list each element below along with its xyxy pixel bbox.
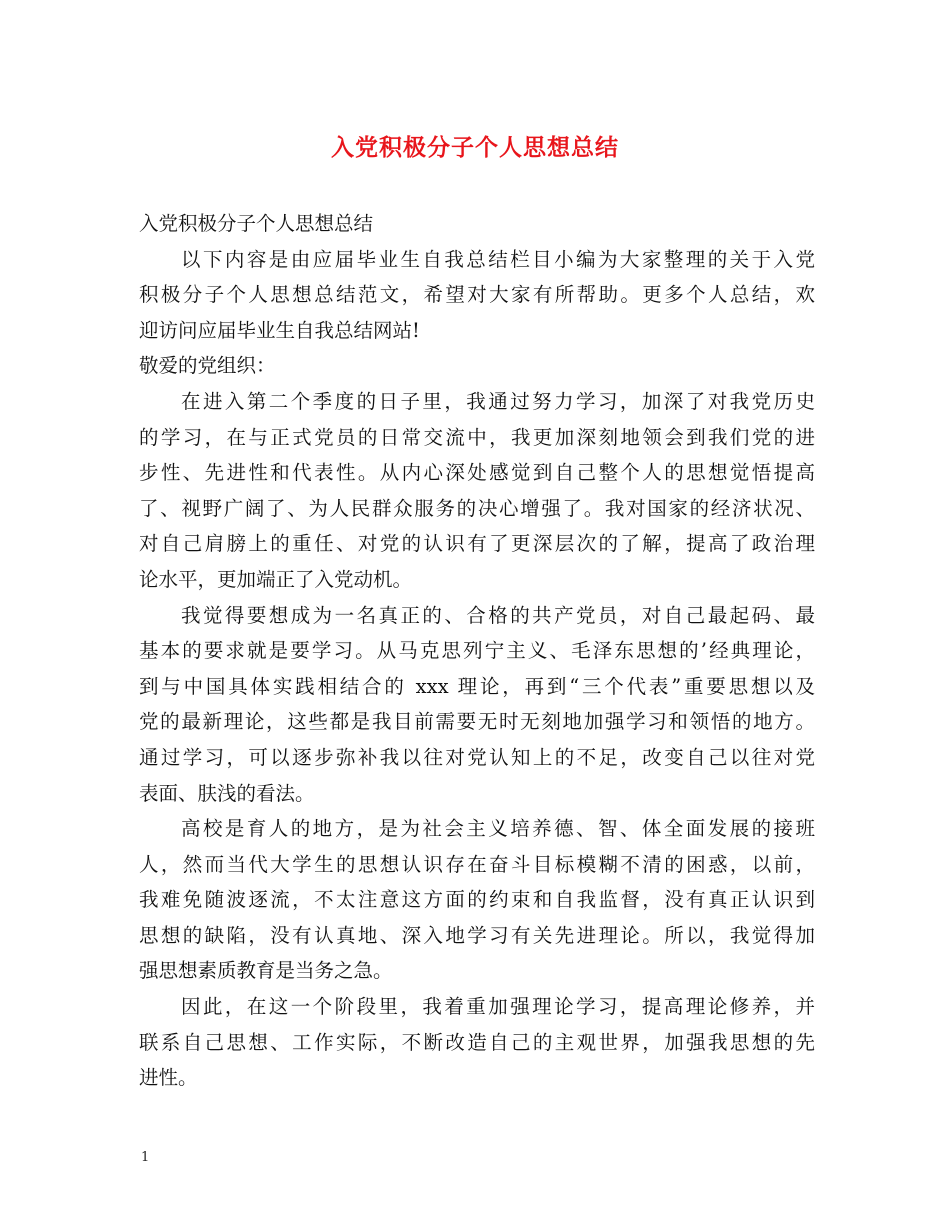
paragraph-line: 人，然而当代大学生的思想认识存在奋斗目标模糊不清的困惑，以前， <box>139 852 815 876</box>
body-paragraph-2 <box>139 598 815 812</box>
paragraph-line: 步性、先进性和代表性。从内心深处感觉到自己整个人的思想觉悟提高 <box>139 461 815 485</box>
paragraph-line: 因此，在这一个阶段里，我着重加强理论学习，提高理论修养，并 <box>181 995 815 1019</box>
paragraph-line: 积极分子个人思想总结范文，希望对大家有所帮助。更多个人总结，欢 <box>139 283 815 307</box>
paragraph-line: 对自己肩膀上的重任、对党的认识有了更深层次的了解，提高了政治理 <box>139 532 815 556</box>
paragraph-line: 我难免随波逐流，不太注意这方面的约束和自我监督，没有真正认识到 <box>139 888 815 912</box>
paragraph-line: 进性。 <box>139 1066 198 1090</box>
paragraph-line: 在进入第二个季度的日子里，我通过努力学习，加深了对我党历史 <box>181 389 815 413</box>
paragraph-line: 强思想素质教育是当务之急。 <box>139 959 393 983</box>
paragraph-line: 以下内容是由应届毕业生自我总结栏目小编为大家整理的关于入党 <box>181 247 815 271</box>
body-paragraph-4 <box>139 989 815 1096</box>
page-number: 1 <box>141 1150 150 1165</box>
paragraph-line: 党的最新理论，这些都是我目前需要无时无刻地加强学习和领悟的地方。 <box>139 710 815 734</box>
paragraph-line: 论水平，更加端正了入党动机。 <box>139 567 413 591</box>
document-body <box>139 206 815 1096</box>
paragraph-line: 通过学习，可以逐步弥补我以往对党认知上的不足，改变自己以往对党 <box>139 745 815 769</box>
paragraph-line: 到与中国具体实践相结合的 xxx 理论，再到“三个代表”重要思想以及 <box>139 674 815 698</box>
salutation: 敬爱的党组织： <box>139 354 276 378</box>
paragraph-line: 的学习，在与正式党员的日常交流中，我更加深刻地领会到我们党的进 <box>139 425 815 449</box>
document-title: 入党积极分子个人思想总结 <box>331 134 619 161</box>
paragraph-line: 高校是育人的地方，是为社会主义培养德、智、体全面发展的接班 <box>181 817 815 841</box>
paragraph-line: 联系自己思想、工作实际，不断改造自己的主观世界，加强我思想的先 <box>139 1030 815 1054</box>
paragraph-line: 了、视野广阔了、为人民群众服务的决心增强了。我对国家的经济状况、 <box>139 496 815 520</box>
paragraph-line: 我觉得要想成为一名真正的、合格的共产党员，对自己最起码、最 <box>181 603 815 627</box>
body-paragraph-1 <box>139 384 815 598</box>
paragraph-line: 思想的缺陷，没有认真地、深入地学习有关先进理论。所以，我觉得加 <box>139 923 815 947</box>
document-subtitle: 入党积极分子个人思想总结 <box>139 212 374 235</box>
body-paragraph-3 <box>139 811 815 989</box>
paragraph-line: 基本的要求就是要学习。从马克思列宁主义、毛泽东思想的’经典理论， <box>139 639 815 663</box>
paragraph-line: 迎访问应届毕业生自我总结网站! <box>139 318 420 342</box>
intro-paragraph <box>139 242 815 349</box>
paragraph-line: 表面、肤浅的看法。 <box>139 781 315 805</box>
